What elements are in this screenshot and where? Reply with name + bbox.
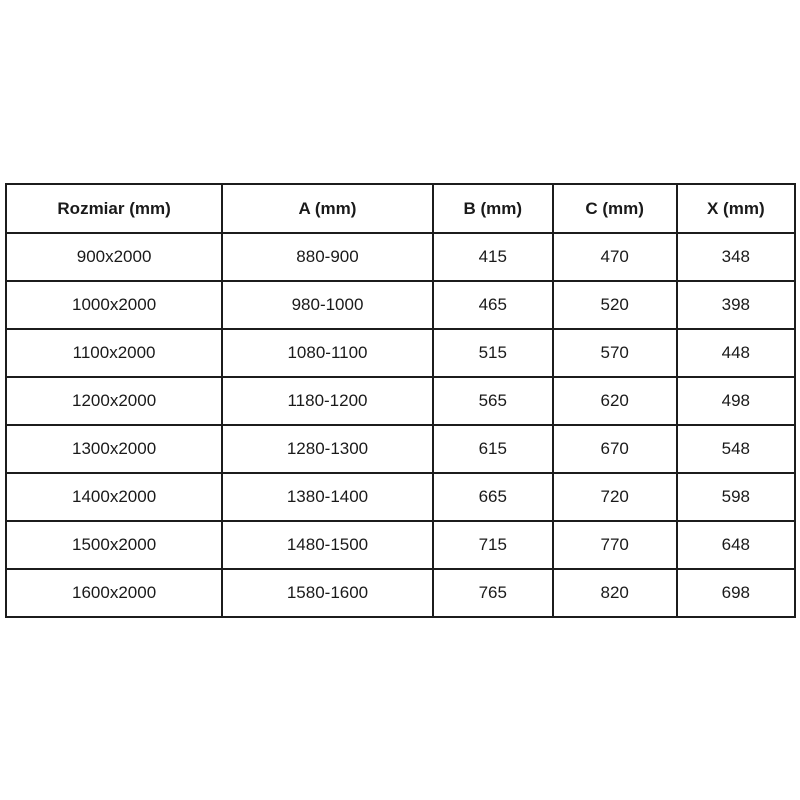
table-cell: 1280-1300 [222,425,433,473]
column-header-2: A (mm) [222,184,433,233]
table-row [6,329,795,377]
table-cell: 498 [677,377,795,425]
table-row [6,425,795,473]
table-cell: 770 [553,521,677,569]
table-cell: 515 [433,329,553,377]
table-cell: 620 [553,377,677,425]
table-cell: 570 [553,329,677,377]
table-cell: 1200x2000 [6,377,222,425]
column-header-3: B (mm) [433,184,553,233]
table-row [6,473,795,521]
table-row [6,521,795,569]
table-cell: 415 [433,233,553,281]
table-cell: 1500x2000 [6,521,222,569]
table-cell: 565 [433,377,553,425]
table-cell: 698 [677,569,795,617]
table-cell: 470 [553,233,677,281]
table-cell: 820 [553,569,677,617]
table-row [6,233,795,281]
table-cell: 720 [553,473,677,521]
table-cell: 520 [553,281,677,329]
table-cell: 765 [433,569,553,617]
table-cell: 1400x2000 [6,473,222,521]
header-row [6,184,795,233]
table-cell: 1300x2000 [6,425,222,473]
table-body [6,233,795,617]
table-cell: 398 [677,281,795,329]
table-row [6,569,795,617]
table-cell: 670 [553,425,677,473]
table-cell: 715 [433,521,553,569]
table-row [6,377,795,425]
table-cell: 1080-1100 [222,329,433,377]
table-cell: 1180-1200 [222,377,433,425]
column-header-1: Rozmiar (mm) [6,184,222,233]
table-cell: 1600x2000 [6,569,222,617]
column-header-5: X (mm) [677,184,795,233]
table-cell: 465 [433,281,553,329]
table-cell: 1380-1400 [222,473,433,521]
table-cell: 880-900 [222,233,433,281]
table-cell: 348 [677,233,795,281]
table-cell: 1000x2000 [6,281,222,329]
table-row [6,281,795,329]
table-cell: 665 [433,473,553,521]
table-cell: 448 [677,329,795,377]
table-cell: 980-1000 [222,281,433,329]
table-cell: 1580-1600 [222,569,433,617]
table-cell: 648 [677,521,795,569]
table-cell: 548 [677,425,795,473]
table-cell: 615 [433,425,553,473]
column-header-4: C (mm) [553,184,677,233]
table-cell: 900x2000 [6,233,222,281]
table-cell: 598 [677,473,795,521]
size-table [5,183,796,618]
table-cell: 1100x2000 [6,329,222,377]
table-cell: 1480-1500 [222,521,433,569]
